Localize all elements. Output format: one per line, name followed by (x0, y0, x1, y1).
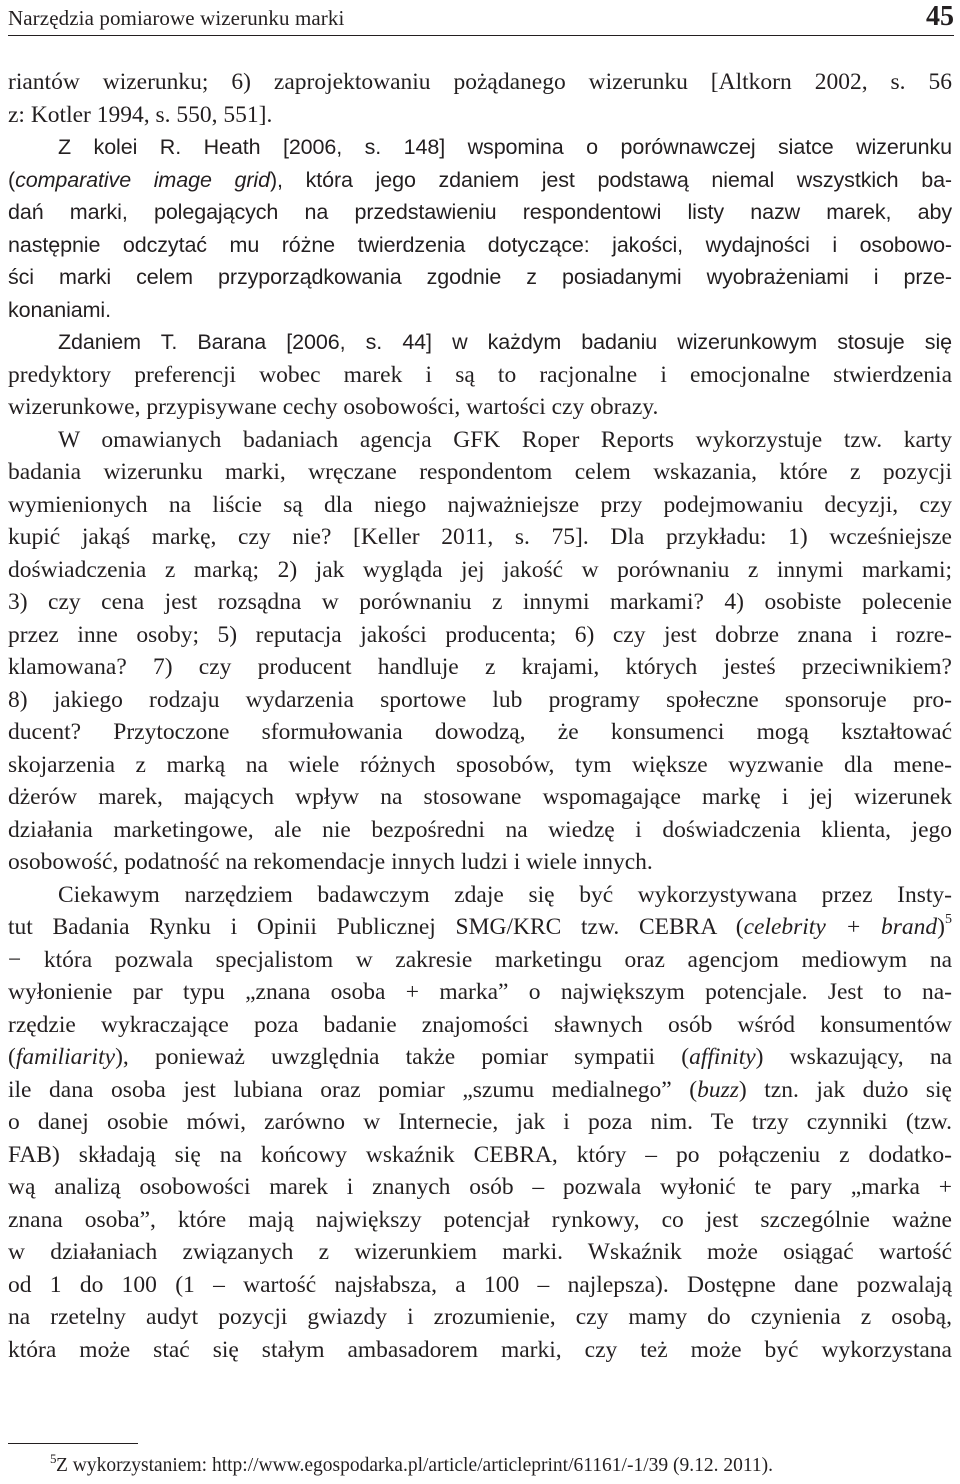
text-line: która może stać się stałym ambasadorem marki, czy też może być wykorzystana (8, 1336, 952, 1363)
footnote-rule (8, 1443, 138, 1444)
text-line: o danej osobie mówi, zarówno w Internecie, jak i poza nim. Te trzy czynniki (tzw. (8, 1109, 952, 1135)
running-header (8, 0, 954, 36)
text-line: kupić jakąś markę, czy nie? [Keller 2011, s. 75]. Dla przykładu: 1) wcześniejsze (8, 524, 952, 550)
text-line: ści marki celem przyporządkowania zgodnie z posiadanymi wyobrażeniami i prze- (8, 265, 952, 289)
text-line: następnie odczytać mu różne twierdzenia dotyczące: jakości, wydajności i osobowo- (8, 232, 952, 257)
text-line: badania wizerunku marki, wręczane respondentom celem wskazania, które z pozycji (8, 459, 952, 485)
text-line: 8) jakiego rodzaju wydarzenia sportowe lub programy społeczne sponsoruje pro- (8, 686, 952, 713)
footnote-text: Z wykorzystaniem: http://www.egospodarka.pl/article/articleprint/61161/-1/39 (9.12. 2011). (56, 1455, 773, 1476)
text-line: klamowana? 7) czy producent handluje z krajami, których jesteś przeciwnikiem? (8, 654, 952, 680)
text-line: dań marki, polegających na przedstawieniu respondentowi listy nazw marek, aby (8, 200, 952, 224)
text-line: od 1 do 100 (1 – wartość najsłabsza, a 100 – najlepsza). Dostępne dane pozwalają (8, 1271, 952, 1298)
text-line: (familiarity), ponieważ uwzględnia także pomiar sympatii (affinity) wskazujący, na (8, 1044, 952, 1070)
text-line: (comparative image grid), która jego zdaniem jest podstawą niemal wszystkich ba- (8, 167, 952, 192)
text-line: przez inne osoby; 5) reputacja jakości producenta; 6) czy jest dobrze znana i rozre- (8, 621, 952, 648)
text-line: na rzetelny audyt pozycji gwiazdy i zrozumienie, czy mamy do czynienia z osobą, (8, 1304, 952, 1330)
text-line: riantów wizerunku; 6) zaprojektowaniu pożądanego wizerunku [Altkorn 2002, s. 56 (8, 69, 952, 95)
text-line: ducent? Przytoczone sformułowania dowodzą, że konsumenci mogą kształtować (8, 719, 952, 745)
text-line: osobowość, podatność na rekomendacje innych ludzi i wiele innych. (8, 849, 653, 875)
text-line: konaniami. (8, 297, 111, 322)
text-line: wą analizą osobowości marek i znanych osób – pozwala wyłonić te pary „marka + (8, 1174, 952, 1200)
text-line: z: Kotler 1994, s. 550, 551]. (8, 101, 273, 128)
text-line: wymienionych na liście są dla niego najważniejsze przy podejmowaniu decyzji, czy (8, 491, 952, 518)
text-line: Zdaniem T. Barana [2006, s. 44] w każdym badaniu wizerunkowym stosuje się (58, 330, 952, 354)
text-line: wyłonienie par typu „znana osoba + marka” o największym potencjale. Jest to na- (8, 979, 952, 1005)
text-line: doświadczenia z marką; 2) jak wygląda jej jakość w porównaniu z innymi markami; (8, 556, 952, 583)
header-rule (8, 35, 954, 36)
text-line: tut Badania Rynku i Opinii Publicznej SMG/KRC tzw. CEBRA (celebrity + brand)$^5$ (8, 912, 952, 940)
text-line: wizerunkowe, przypisywane cechy osobowości, wartości czy obrazy. (8, 394, 659, 420)
text-line: Z kolei R. Heath [2006, s. 148] wspomina o porównawczej siatce wizerunku (58, 135, 952, 159)
text-line: 3) czy cena jest rozsądna w porównaniu z innymi markami? 4) osobiste polecenie (8, 589, 952, 615)
body-text (8, 66, 952, 1366)
running-title: Narzędzia pomiarowe wizerunku marki (8, 6, 345, 30)
text-line: znana osoba”, które mają największy potencjał rynkowy, co jest szczególnie ważne (8, 1206, 952, 1233)
text-line: rzędzie wykraczające poza badanie znajomości sławnych osób wśród konsumentów (8, 1011, 952, 1038)
text-line: ile dana osoba jest lubiana oraz pomiar „szumu medialnego” (buzz) tzn. jak dużo się (8, 1076, 952, 1103)
text-line: FAB) składają się na końcowy wskaźnik CEBRA, który – po połączeniu z dodatko- (8, 1141, 952, 1168)
page-number: 45 (926, 1, 954, 32)
footnote-number: 5 (50, 1451, 57, 1466)
text-line: W omawianych badaniach agencja GFK Roper Reports wykorzystuje tzw. karty (58, 426, 952, 453)
text-line: dżerów marek, mających wpływ na stosowane wspomagające markę i jej wizerunek (8, 784, 952, 810)
text-line: skojarzenia z marką na wiele różnych sposobów, tym większe wyzwanie dla mene- (8, 751, 952, 778)
text-line: w działaniach związanych z wizerunkiem marki. Wskaźnik może osiągać wartość (8, 1239, 952, 1265)
text-line: − która pozwala specjalistom w zakresie marketingu oraz agencjom mediowym na (8, 946, 952, 973)
text-line: działania marketingowe, ale nie bezpośredni na wiedzę i doświadczenia klienta, jego (8, 816, 952, 843)
text-line: Ciekawym narzędziem badawczym zdaje się być wykorzystywana przez Insty- (58, 881, 952, 908)
text-line: predyktory preferencji wobec marek i są to racjonalne i emocjonalne stwierdzenia (8, 361, 952, 388)
footnote (50, 1451, 952, 1477)
